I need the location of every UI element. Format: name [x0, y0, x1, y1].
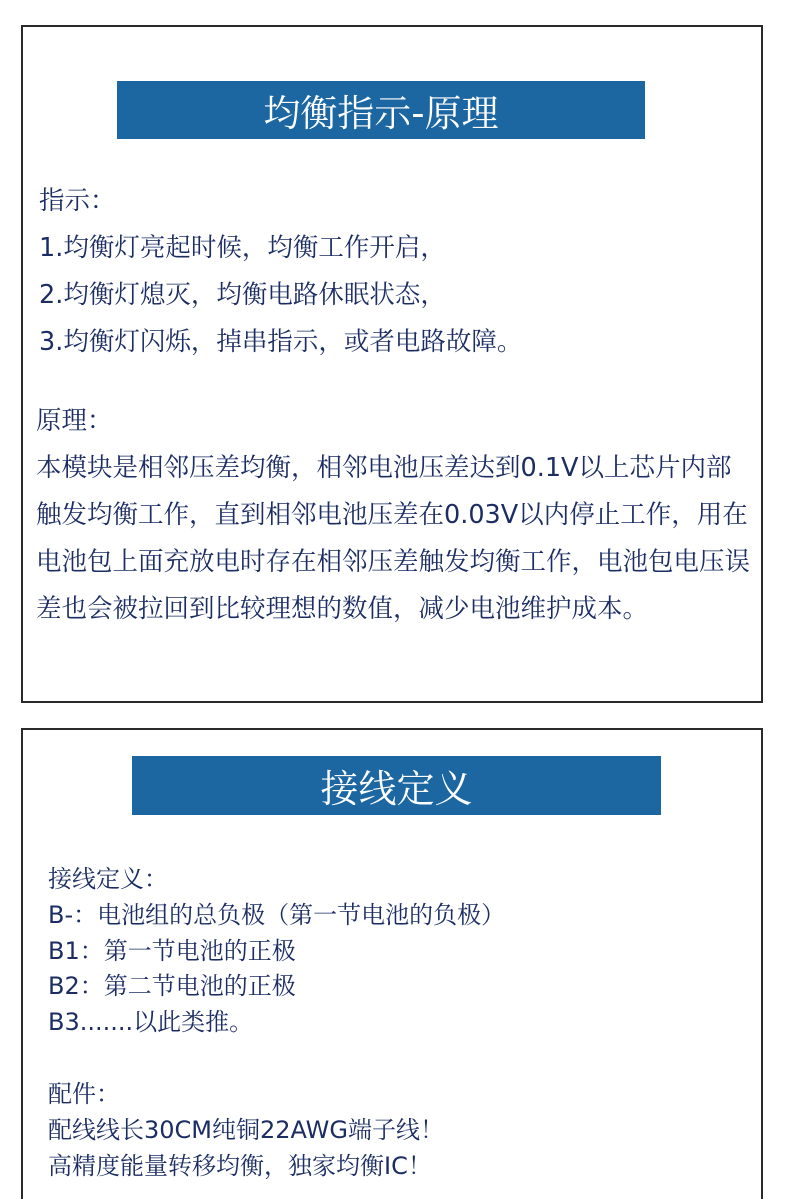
balance-principle-panel — [21, 25, 763, 703]
accessories-line: 高精度能量转移均衡，独家均衡IC！ — [48, 1151, 432, 1180]
principle-line: 触发均衡工作，直到相邻电池压差在0.03V以内停止工作，用在 — [36, 500, 748, 530]
accessories-heading: 配件： — [48, 1080, 120, 1108]
balance-principle-title: 均衡指示-原理 — [263, 92, 499, 135]
principle-line: 电池包上面充放电时存在相邻压差触发均衡工作，电池包电压误 — [36, 547, 751, 577]
wiring-definition-section — [48, 862, 505, 1041]
accessories-line: 配线线长30CM纯铜22AWG端子线！ — [48, 1115, 444, 1144]
principle-heading: 原理： — [36, 406, 113, 436]
wiring-line: B1：第一节电池的正极 — [48, 936, 296, 965]
wiring-line: B2：第二节电池的正极 — [48, 972, 296, 1001]
balance-principle-banner — [117, 81, 645, 139]
wiring-definition-title: 接线定义 — [320, 767, 473, 811]
indicator-line: 1.均衡灯亮起时候，均衡工作开启， — [39, 233, 446, 263]
indicator-line: 3.均衡灯闪烁，掉串指示，或者电路故障。 — [39, 327, 523, 357]
wiring-line: B-：电池组的总负极（第一节电池的负极） — [48, 900, 506, 929]
principle-section — [36, 398, 750, 633]
principle-line: 差也会被拉回到比较理想的数值，减少电池维护成本。 — [36, 594, 649, 624]
wiring-heading: 接线定义： — [48, 865, 168, 893]
indicator-heading: 指示： — [39, 186, 116, 216]
indicator-line: 2.均衡灯熄灭，均衡电路休眠状态， — [39, 280, 446, 310]
principle-line: 本模块是相邻压差均衡，相邻电池压差达到0.1V以上芯片内部 — [36, 453, 732, 483]
wiring-definition-panel — [21, 728, 763, 1199]
accessories-section — [48, 1077, 444, 1184]
wiring-definition-banner — [132, 756, 661, 815]
indicator-section — [39, 178, 522, 366]
wiring-line: B3.......以此类推。 — [48, 1008, 254, 1036]
